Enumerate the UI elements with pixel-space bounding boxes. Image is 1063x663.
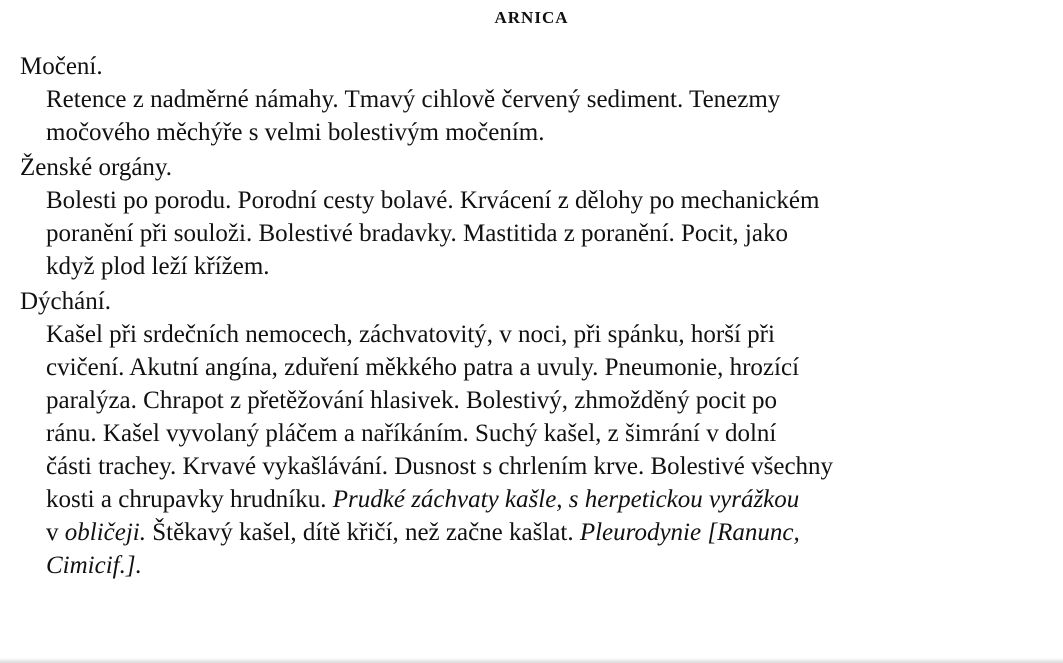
text-line [46, 483, 1053, 516]
section-body-dychani [14, 318, 1063, 582]
text-line: ránu. Kašel vyvolaný pláčem a naříkáním. Suchý kašel, z šimrání v dolní [46, 420, 777, 447]
text-run: Štěkavý kašel, dítě křičí, než začne kašlat. [145, 519, 580, 546]
text-line: Kašel při srdečních nemocech, záchvatovitý, v noci, při spánku, horší při [46, 321, 775, 348]
text-line: močového měchýře s velmi bolestivým močením. [46, 119, 545, 146]
text-line: cvičení. Akutní angína, zduření měkkého patra a uvuly. Pneumonie, hrozící [46, 354, 800, 381]
italic-text-run: obličeji. [64, 519, 146, 546]
text-line: Retence z nadměrné námahy. Tmavý cihlově červený sediment. Tenezmy [46, 86, 781, 113]
text-line: když plod leží křížem. [46, 253, 270, 280]
section-body-moceni [14, 83, 1063, 149]
text-line: Bolesti po porodu. Porodní cesty bolavé. Krvácení z dělohy po mechanickém [46, 187, 820, 214]
section-body-zenske-organy [14, 184, 1063, 283]
section-title-dychani: Dýchání. [20, 288, 111, 315]
text-line: poranění při souloži. Bolestivé bradavky. Mastitida z poranění. Pocit, jako [46, 220, 788, 247]
text-run: v [46, 519, 65, 546]
running-head: ARNICA [494, 8, 569, 27]
text-run: kosti a chrupavky hrudníku. [46, 486, 333, 513]
text-line: části trachey. Krvavé vykašlávání. Dusnost s chrlením krve. Bolestivé všechny [46, 453, 834, 480]
section-title-zenske-organy: Ženské orgány. [20, 154, 173, 181]
section-title-moceni: Močení. [20, 53, 103, 80]
text-line: Cimicif.]. [46, 552, 142, 579]
text-line [46, 516, 1053, 549]
italic-text-run: Pleurodynie [Ranunc, [579, 519, 800, 546]
page-bottom-edge [0, 658, 1063, 663]
italic-text-run: Prudké záchvaty kašle, s herpetickou vyrážkou [332, 486, 800, 513]
text-line: paralýza. Chrapot z přetěžování hlasivek. Bolestivý, zhmožděný pocit po [46, 387, 778, 414]
